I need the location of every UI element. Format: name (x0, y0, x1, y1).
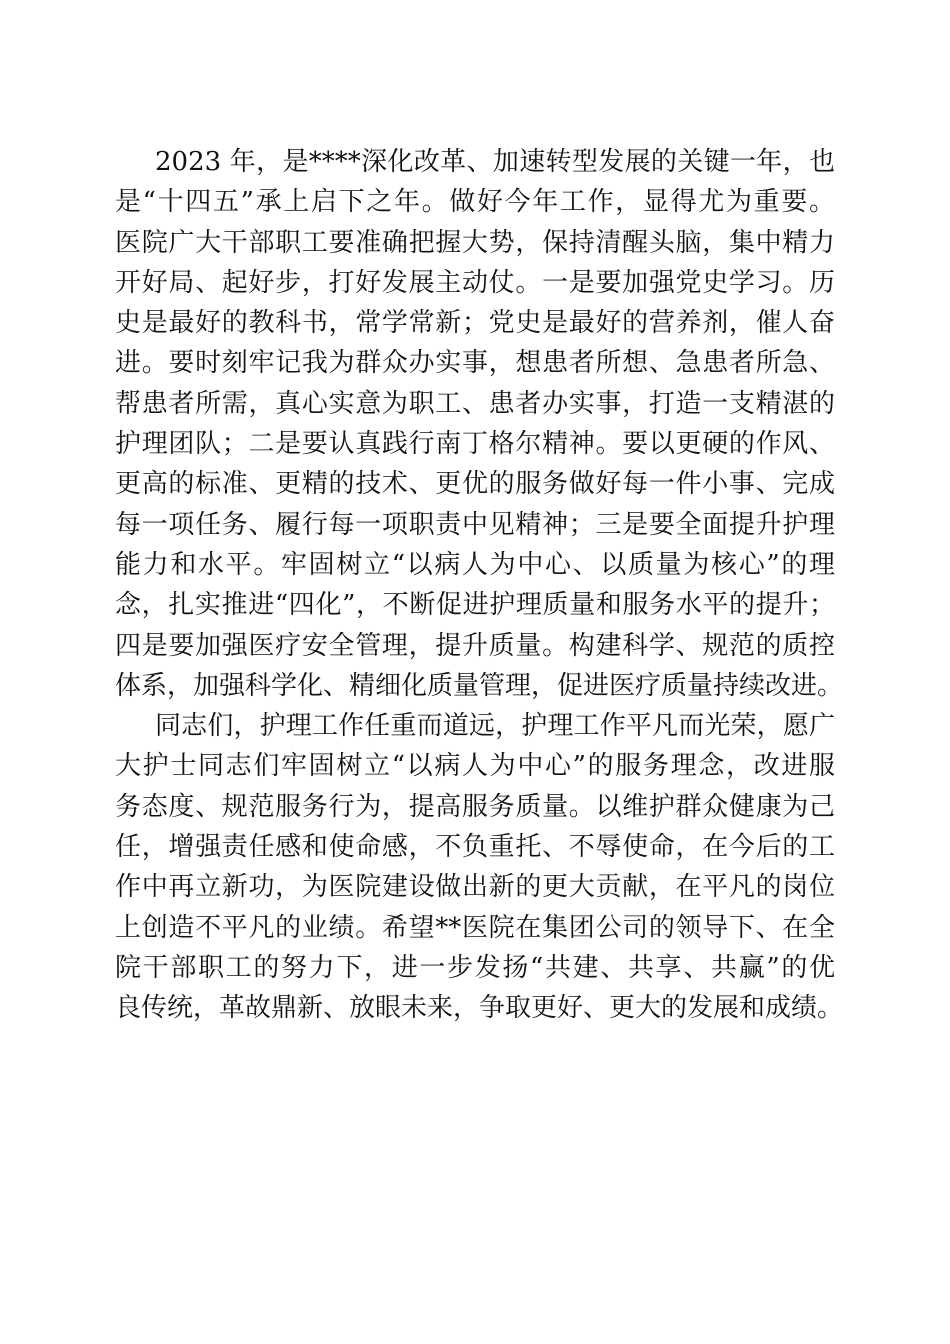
text-line: 念，扎实推进“四化”，不断促进护理质量和服务水平的提升； (115, 590, 835, 621)
text-line: 大护士同志们牢固树立“以病人为中心”的服务理念，改进服 (115, 751, 835, 782)
text-line: 院干部职工的努力下，进一步发扬“共建、共享、共赢”的优 (115, 952, 835, 983)
text-line: 四是要加强医疗安全管理，提升质量。构建科学、规范的质控 (115, 630, 835, 661)
paragraph-1 (115, 142, 844, 706)
text-line: 2023 年，是****深化改革、加速转型发展的关键一年，也 (155, 147, 835, 177)
document-body (115, 142, 844, 1029)
text-line: 护理团队；二是要认真践行南丁格尔精神。要以更硬的作风、 (115, 429, 835, 460)
text-line: 是“十四五”承上启下之年。做好今年工作，显得尤为重要。 (115, 187, 835, 218)
text-line: 开好局、起好步，打好发展主动仗。一是要加强党史学习。历 (115, 267, 835, 298)
text-line: 进。要时刻牢记我为群众办实事，想患者所想、急患者所急、 (115, 348, 835, 379)
text-line: 任，增强责任感和使命感，不负重托、不辱使命，在今后的工 (115, 832, 835, 863)
text-line: 更高的标准、更精的技术、更优的服务做好每一件小事、完成 (115, 469, 835, 500)
text-line: 能力和水平。牢固树立“以病人为中心、以质量为核心”的理 (115, 549, 835, 580)
text-line: 医院广大干部职工要准确把握大势，保持清醒头脑，集中精力 (115, 227, 835, 258)
text-line: 务态度、规范服务行为，提高服务质量。以维护群众健康为己 (115, 791, 835, 822)
text-line: 上创造不平凡的业绩。希望**医院在集团公司的领导下、在全 (115, 912, 835, 943)
text-line: 良传统，革故鼎新、放眼未来，争取更好、更大的发展和成绩。 (115, 993, 844, 1024)
text-line: 作中再立新功，为医院建设做出新的更大贡献，在平凡的岗位 (115, 872, 835, 903)
text-line: 帮患者所需，真心实意为职工、患者办实事，打造一支精湛的 (115, 388, 835, 419)
text-line: 体系，加强科学化、精细化质量管理，促进医疗质量持续改进。 (115, 670, 844, 701)
paragraph-2 (115, 706, 844, 1028)
text-line: 同志们，护理工作任重而道远，护理工作平凡而光荣，愿广 (155, 711, 835, 742)
text-line: 史是最好的教科书，常学常新；党史是最好的营养剂，催人奋 (115, 308, 835, 339)
text-line: 每一项任务、履行每一项职责中见精神；三是要全面提升护理 (115, 509, 835, 540)
